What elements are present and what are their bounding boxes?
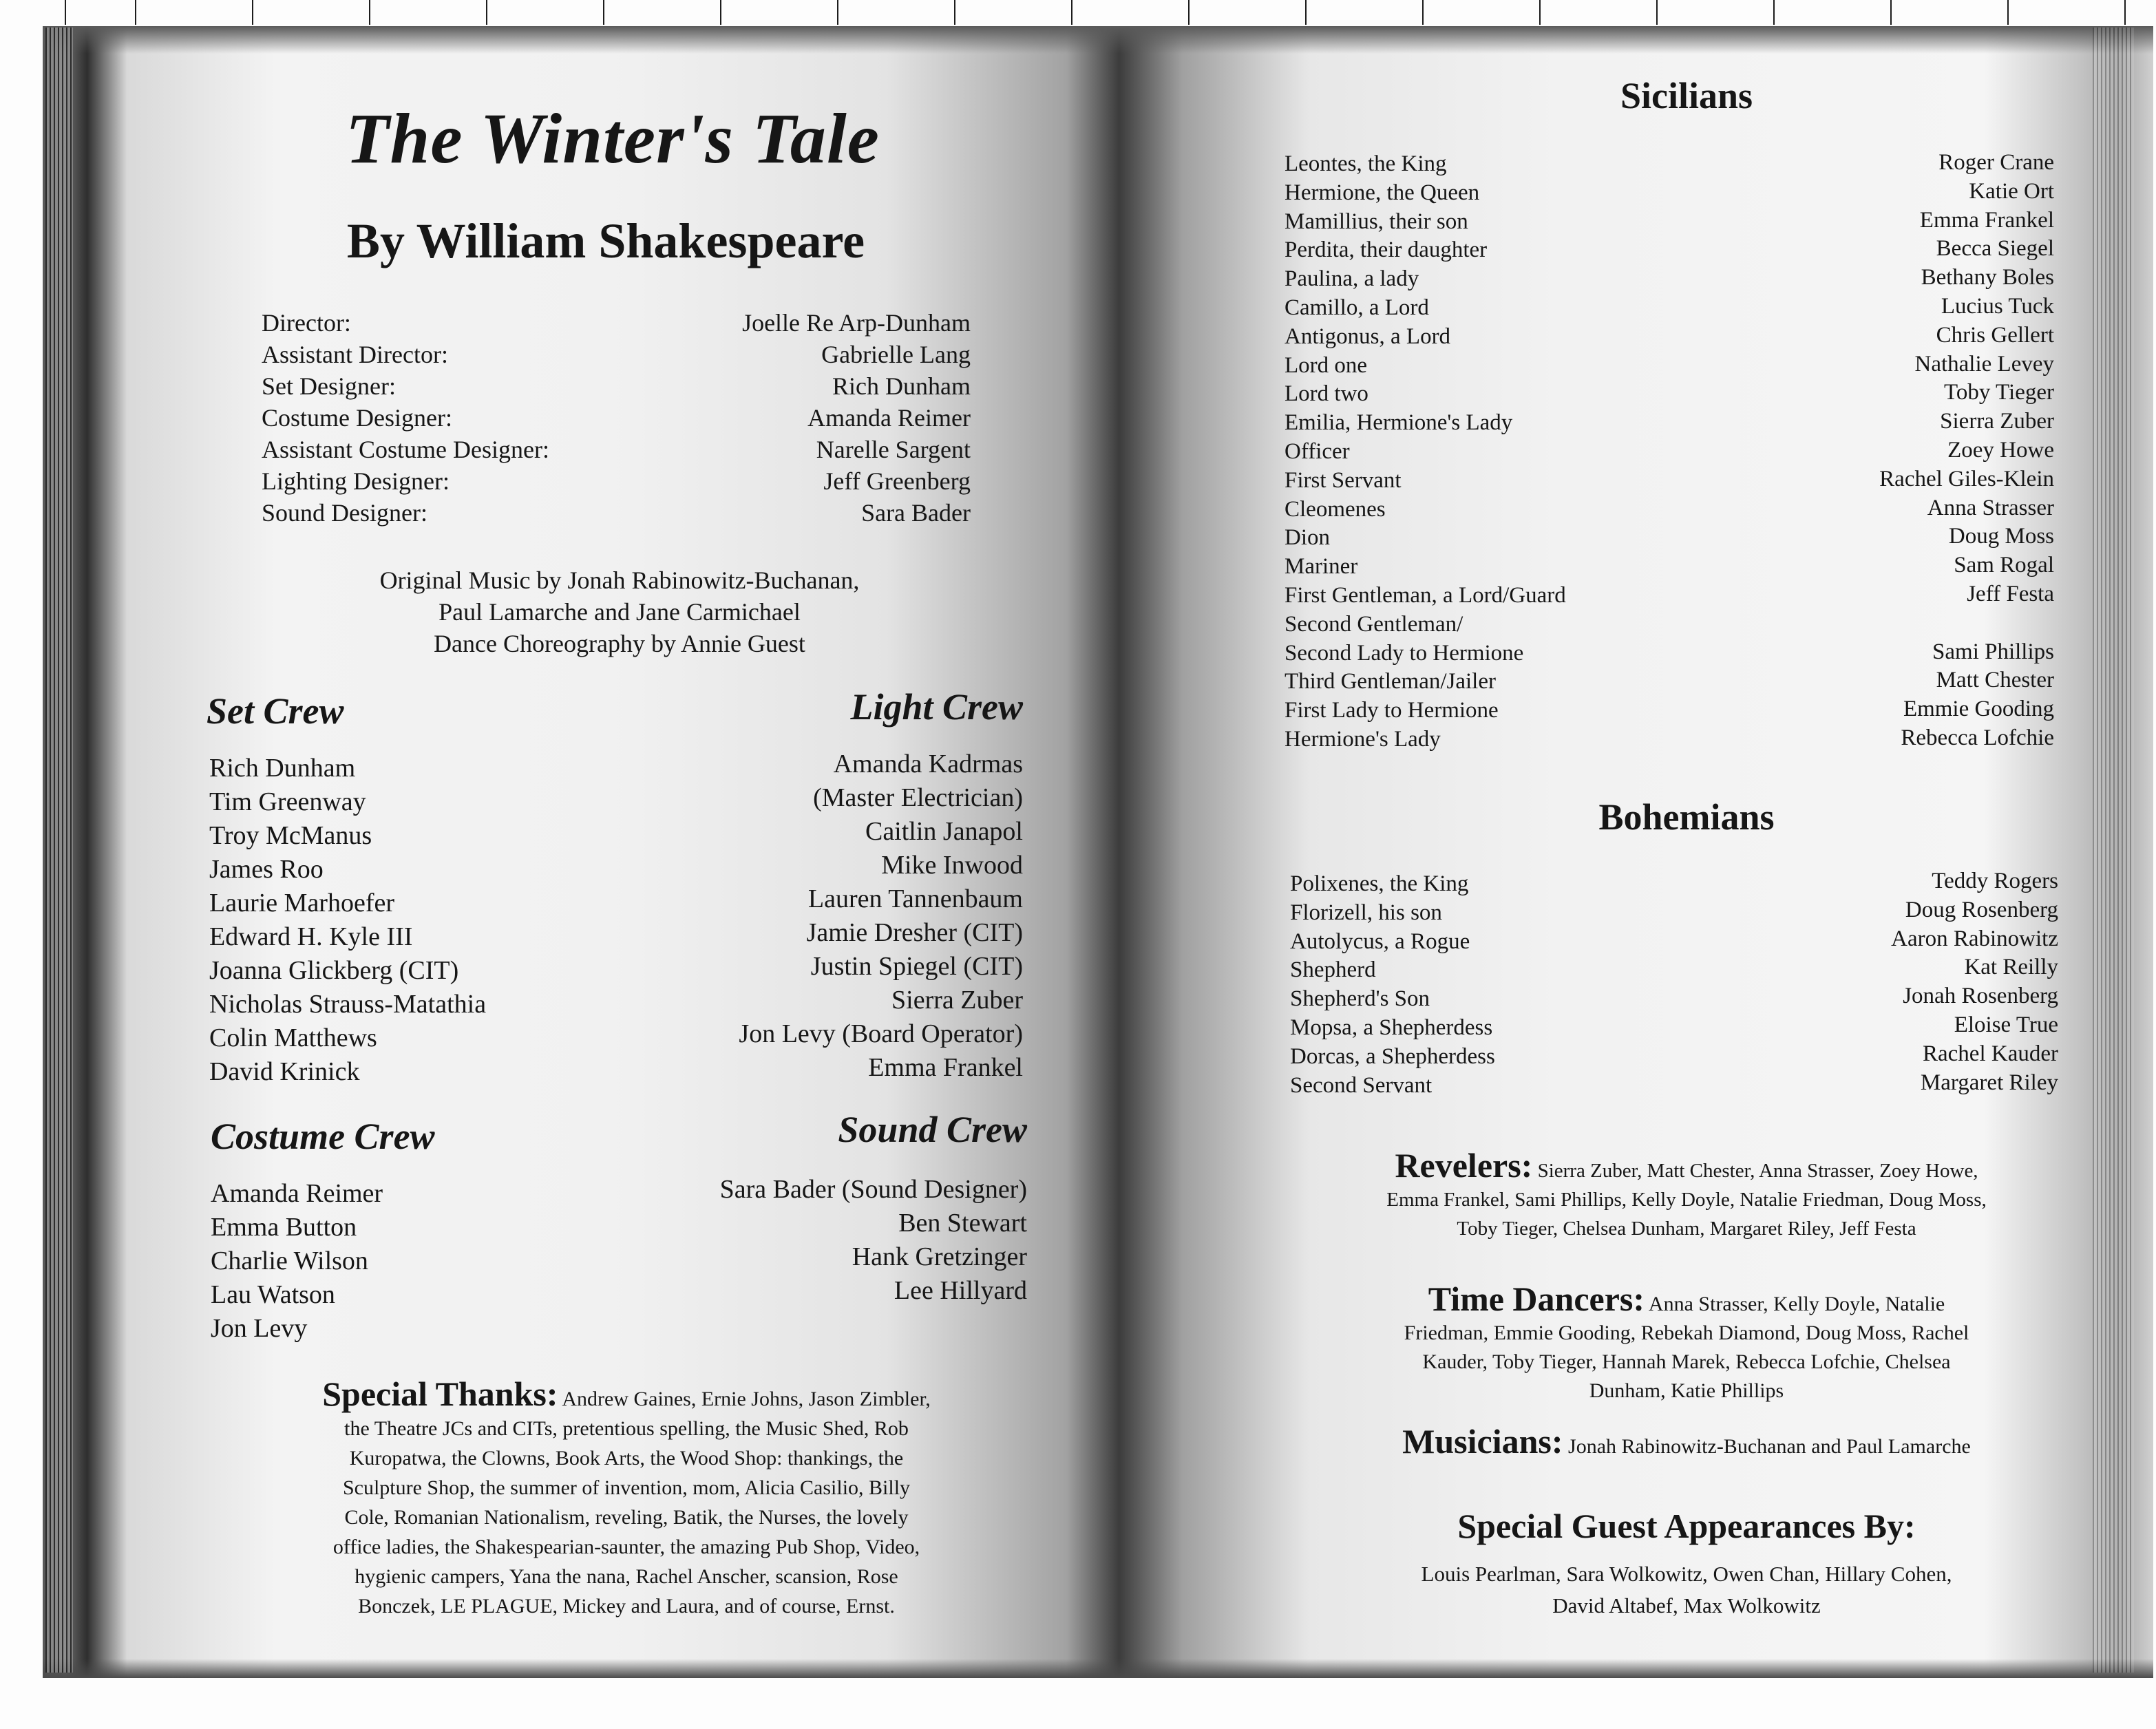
staff-role: Director:: [262, 309, 351, 337]
light-crew-list: [620, 747, 1023, 1085]
thanks-line: the Theatre JCs and CITs, pretentious spelling, the Music Shed, Rob: [344, 1417, 909, 1440]
role: Shepherd: [1290, 957, 1376, 983]
crew-name: (Master Electrician): [813, 783, 1023, 812]
role: Cleomenes: [1285, 496, 1386, 522]
actor: Becca Siegel: [1936, 236, 2054, 262]
book-bottom-shadow: [43, 1659, 2153, 1678]
set-crew-heading: Set Crew: [207, 690, 344, 732]
crew-name: Caitlin Janapol: [865, 817, 1023, 846]
time-dancers-line: Kauder, Toby Tieger, Hannah Marek, Rebecca Lofchie, Chelsea: [1422, 1350, 1951, 1373]
actor: Kat Reilly: [1964, 955, 2058, 980]
actor: Nathalie Levey: [1914, 351, 2054, 376]
staff-names: [620, 307, 971, 529]
role: Officer: [1285, 438, 1350, 464]
sound-crew-list: [620, 1173, 1027, 1308]
thanks-line: Sculpture Shop, the summer of invention, mom, Alicia Casilio, Billy: [342, 1476, 911, 1499]
actor: Chris Gellert: [1936, 322, 2054, 348]
left-page-edges: [45, 28, 73, 1673]
crew-name: Charlie Wilson: [211, 1247, 368, 1275]
role: Shepherd's Son: [1290, 986, 1430, 1012]
right-page-edges: [2093, 28, 2134, 1673]
crew-name: Ben Stewart: [898, 1209, 1027, 1238]
crew-name: Mike Inwood: [881, 851, 1023, 880]
thanks-line: Cole, Romanian Nationalism, reveling, Batik, the Nurses, the lovely: [344, 1506, 909, 1529]
sicilians-actors: [1762, 149, 2054, 753]
actor: Doug Moss: [1948, 524, 2054, 549]
special-thanks-label: Special Thanks:: [322, 1375, 558, 1413]
crew-name: Rich Dunham: [209, 754, 356, 783]
actor: Margaret Riley: [1920, 1070, 2058, 1095]
crew-name: Edward H. Kyle III: [209, 922, 413, 951]
actor: Toby Tieger: [1944, 380, 2054, 405]
scan-ruler: [0, 0, 2156, 26]
bohemians-roles: [1290, 870, 1495, 1100]
role: Florizell, his son: [1290, 900, 1442, 925]
role: Third Gentleman/Jailer: [1285, 669, 1496, 694]
thanks-line: Bonczek, LE PLAGUE, Mickey and Laura, and of course, Ernst.: [358, 1595, 895, 1617]
thanks-line: Andrew Gaines, Ernie Johns, Jason Zimbler,: [562, 1388, 931, 1410]
crew-name: Sierra Zuber: [891, 986, 1023, 1015]
time-dancers-label: Time Dancers:: [1428, 1280, 1645, 1318]
actor: Emmie Gooding: [1903, 697, 2054, 722]
time-dancers: [1294, 1280, 2079, 1406]
role: Emilia, Hermione's Lady: [1285, 410, 1513, 436]
role: Second Gentleman/: [1285, 611, 1463, 637]
staff-name: Narelle Sargent: [816, 436, 971, 463]
actor: Sami Phillips: [1932, 639, 2054, 664]
page-title: The Winter's Tale: [346, 99, 880, 178]
crew-name: Amanda Reimer: [211, 1179, 383, 1208]
book-top-shadow: [43, 26, 2153, 54]
role: Mamillius, their son: [1285, 209, 1468, 234]
special-thanks: [213, 1375, 1039, 1621]
thanks-line: office ladies, the Shakespearian-saunter, the amazing Pub Shop, Video,: [332, 1536, 920, 1558]
actor: Roger Crane: [1938, 150, 2054, 175]
actor: Sam Rogal: [1954, 553, 2054, 578]
role: Mariner: [1285, 554, 1358, 580]
revelers-line: Toby Tieger, Chelsea Dunham, Margaret Riley, Jeff Festa: [1457, 1218, 1916, 1240]
staff-role: Assistant Director:: [262, 341, 448, 368]
crew-name: Lee Hillyard: [894, 1276, 1027, 1305]
role: First Servant: [1285, 467, 1402, 493]
role: Second Servant: [1290, 1072, 1433, 1098]
time-dancers-line: Anna Strasser, Kelly Doyle, Natalie: [1648, 1293, 1945, 1315]
sicilians-heading: Sicilians: [1620, 75, 1753, 116]
role: Perdita, their daughter: [1285, 237, 1488, 263]
crew-name: Jon Levy (Board Operator): [739, 1019, 1023, 1048]
role: Autolycus, a Rogue: [1290, 929, 1470, 954]
sound-crew-heading: Sound Crew: [838, 1109, 1027, 1150]
actor: Anna Strasser: [1927, 495, 2054, 520]
bohemians-heading: Bohemians: [1598, 796, 1775, 838]
musicians-text: Jonah Rabinowitz-Buchanan and Paul Lamarche: [1568, 1435, 1971, 1458]
revelers-line: Sierra Zuber, Matt Chester, Anna Strasser, Zoey Howe,: [1537, 1160, 1978, 1182]
role: First Lady to Hermione: [1285, 698, 1499, 723]
crew-name: Lau Watson: [211, 1280, 335, 1309]
role: Lord one: [1285, 352, 1368, 378]
staff-role: Set Designer:: [262, 372, 396, 400]
staff-name: Amanda Reimer: [807, 404, 971, 432]
crew-name: Emma Frankel: [868, 1053, 1023, 1082]
crew-name: Joanna Glickberg (CIT): [209, 956, 459, 985]
staff-role: Sound Designer:: [262, 499, 427, 527]
actor: Rebecca Lofchie: [1901, 725, 2054, 750]
actor: Rachel Kauder: [1923, 1041, 2058, 1066]
staff-role: Costume Designer:: [262, 404, 452, 432]
credit-line: Paul Lamarche and Jane Carmichael: [438, 598, 801, 626]
crew-name: David Krinick: [209, 1057, 360, 1086]
crew-name: Laurie Marhoefer: [209, 889, 395, 917]
actor: Bethany Boles: [1921, 265, 2054, 290]
revelers: [1294, 1146, 2079, 1243]
crew-name: Jon Levy: [211, 1314, 308, 1343]
crew-name: James Roo: [209, 855, 324, 884]
set-crew-list: [209, 752, 486, 1089]
crew-name: Jamie Dresher (CIT): [806, 918, 1023, 947]
staff-name: Sara Bader: [861, 499, 971, 527]
musicians: [1294, 1421, 2079, 1467]
role: Dion: [1285, 525, 1330, 551]
crew-name: Justin Spiegel (CIT): [810, 952, 1023, 981]
revelers-line: Emma Frankel, Sami Phillips, Kelly Doyle, Natalie Friedman, Doug Moss,: [1386, 1189, 1987, 1211]
staff-role: Lighting Designer:: [262, 467, 450, 495]
crew-name: Amanda Kadrmas: [833, 750, 1023, 778]
actor: [1762, 609, 2054, 638]
thanks-line: Kuropatwa, the Clowns, Book Arts, the Wood Shop: thankings, the: [349, 1447, 904, 1470]
credit-line: Original Music by Jonah Rabinowitz-Buchanan,: [379, 566, 860, 594]
staff-name: Joelle Re Arp-Dunham: [742, 309, 971, 337]
actor: Teddy Rogers: [1932, 869, 2058, 893]
sicilians-roles: [1285, 150, 1566, 754]
staff-name: Jeff Greenberg: [823, 467, 971, 495]
crew-name: Colin Matthews: [209, 1023, 377, 1052]
actor: Emma Frankel: [1919, 207, 2054, 233]
role: Dorcas, a Shepherdess: [1290, 1043, 1495, 1069]
actor: Aaron Rabinowitz: [1891, 926, 2058, 951]
actor: Jonah Rosenberg: [1903, 984, 2058, 1009]
staff-name: Rich Dunham: [832, 372, 971, 400]
crew-name: Nicholas Strauss-Matathia: [209, 990, 487, 1019]
guests-line: David Altabef, Max Wolkowitz: [1552, 1593, 1821, 1617]
music-credits: [289, 564, 950, 659]
crew-name: Emma Button: [211, 1213, 357, 1242]
role: Mopsa, a Shepherdess: [1290, 1015, 1493, 1040]
thanks-line: hygienic campers, Yana the nana, Rachel Anscher, scansion, Rose: [355, 1565, 898, 1588]
role: Camillo, a Lord: [1285, 295, 1429, 320]
staff-roles: [262, 307, 549, 529]
light-crew-heading: Light Crew: [850, 686, 1023, 728]
role: Lord two: [1285, 381, 1368, 407]
crew-name: Sara Bader (Sound Designer): [719, 1175, 1027, 1204]
role: Polixenes, the King: [1290, 871, 1469, 896]
crew-name: Tim Greenway: [209, 787, 366, 816]
actor: Rachel Giles-Klein: [1879, 466, 2054, 491]
crew-name: Lauren Tannenbaum: [807, 884, 1023, 913]
actor: Matt Chester: [1936, 668, 2054, 693]
revelers-label: Revelers:: [1395, 1146, 1533, 1185]
role: Second Lady to Hermione: [1285, 640, 1524, 666]
actor: Doug Rosenberg: [1905, 897, 2058, 922]
musicians-label: Musicians:: [1402, 1422, 1563, 1461]
costume-crew-list: [211, 1177, 383, 1346]
bohemians-actors: [1762, 867, 2058, 1097]
guests: [1294, 1558, 2079, 1622]
role: Leontes, the King: [1285, 151, 1447, 176]
role: Antigonus, a Lord: [1285, 323, 1451, 349]
actor: Jeff Festa: [1967, 581, 2054, 606]
crew-name: Hank Gretzinger: [852, 1242, 1027, 1271]
role: Hermione, the Queen: [1285, 180, 1480, 205]
actor: Sierra Zuber: [1940, 409, 2054, 434]
guests-heading: Special Guest Appearances By:: [1457, 1507, 1916, 1545]
role: First Gentleman, a Lord/Guard: [1285, 582, 1566, 608]
actor: Katie Ort: [1969, 178, 2054, 204]
guests-line: Louis Pearlman, Sara Wolkowitz, Owen Chan, Hillary Cohen,: [1421, 1562, 1952, 1586]
actor: Lucius Tuck: [1941, 293, 2054, 319]
staff-name: Gabrielle Lang: [821, 341, 971, 368]
time-dancers-line: Dunham, Katie Phillips: [1589, 1379, 1784, 1402]
costume-crew-heading: Costume Crew: [211, 1116, 435, 1157]
page-subtitle: By William Shakespeare: [346, 213, 865, 268]
role: Hermione's Lady: [1285, 726, 1441, 752]
role: Paulina, a lady: [1285, 266, 1419, 292]
credit-line: Dance Choreography by Annie Guest: [434, 630, 805, 657]
time-dancers-line: Friedman, Emmie Gooding, Rebekah Diamond, Doug Moss, Rachel: [1404, 1322, 1969, 1344]
actor: Zoey Howe: [1947, 437, 2054, 463]
actor: Eloise True: [1954, 1012, 2058, 1037]
crew-name: Troy McManus: [209, 821, 372, 850]
staff-role: Assistant Costume Designer:: [262, 436, 549, 463]
